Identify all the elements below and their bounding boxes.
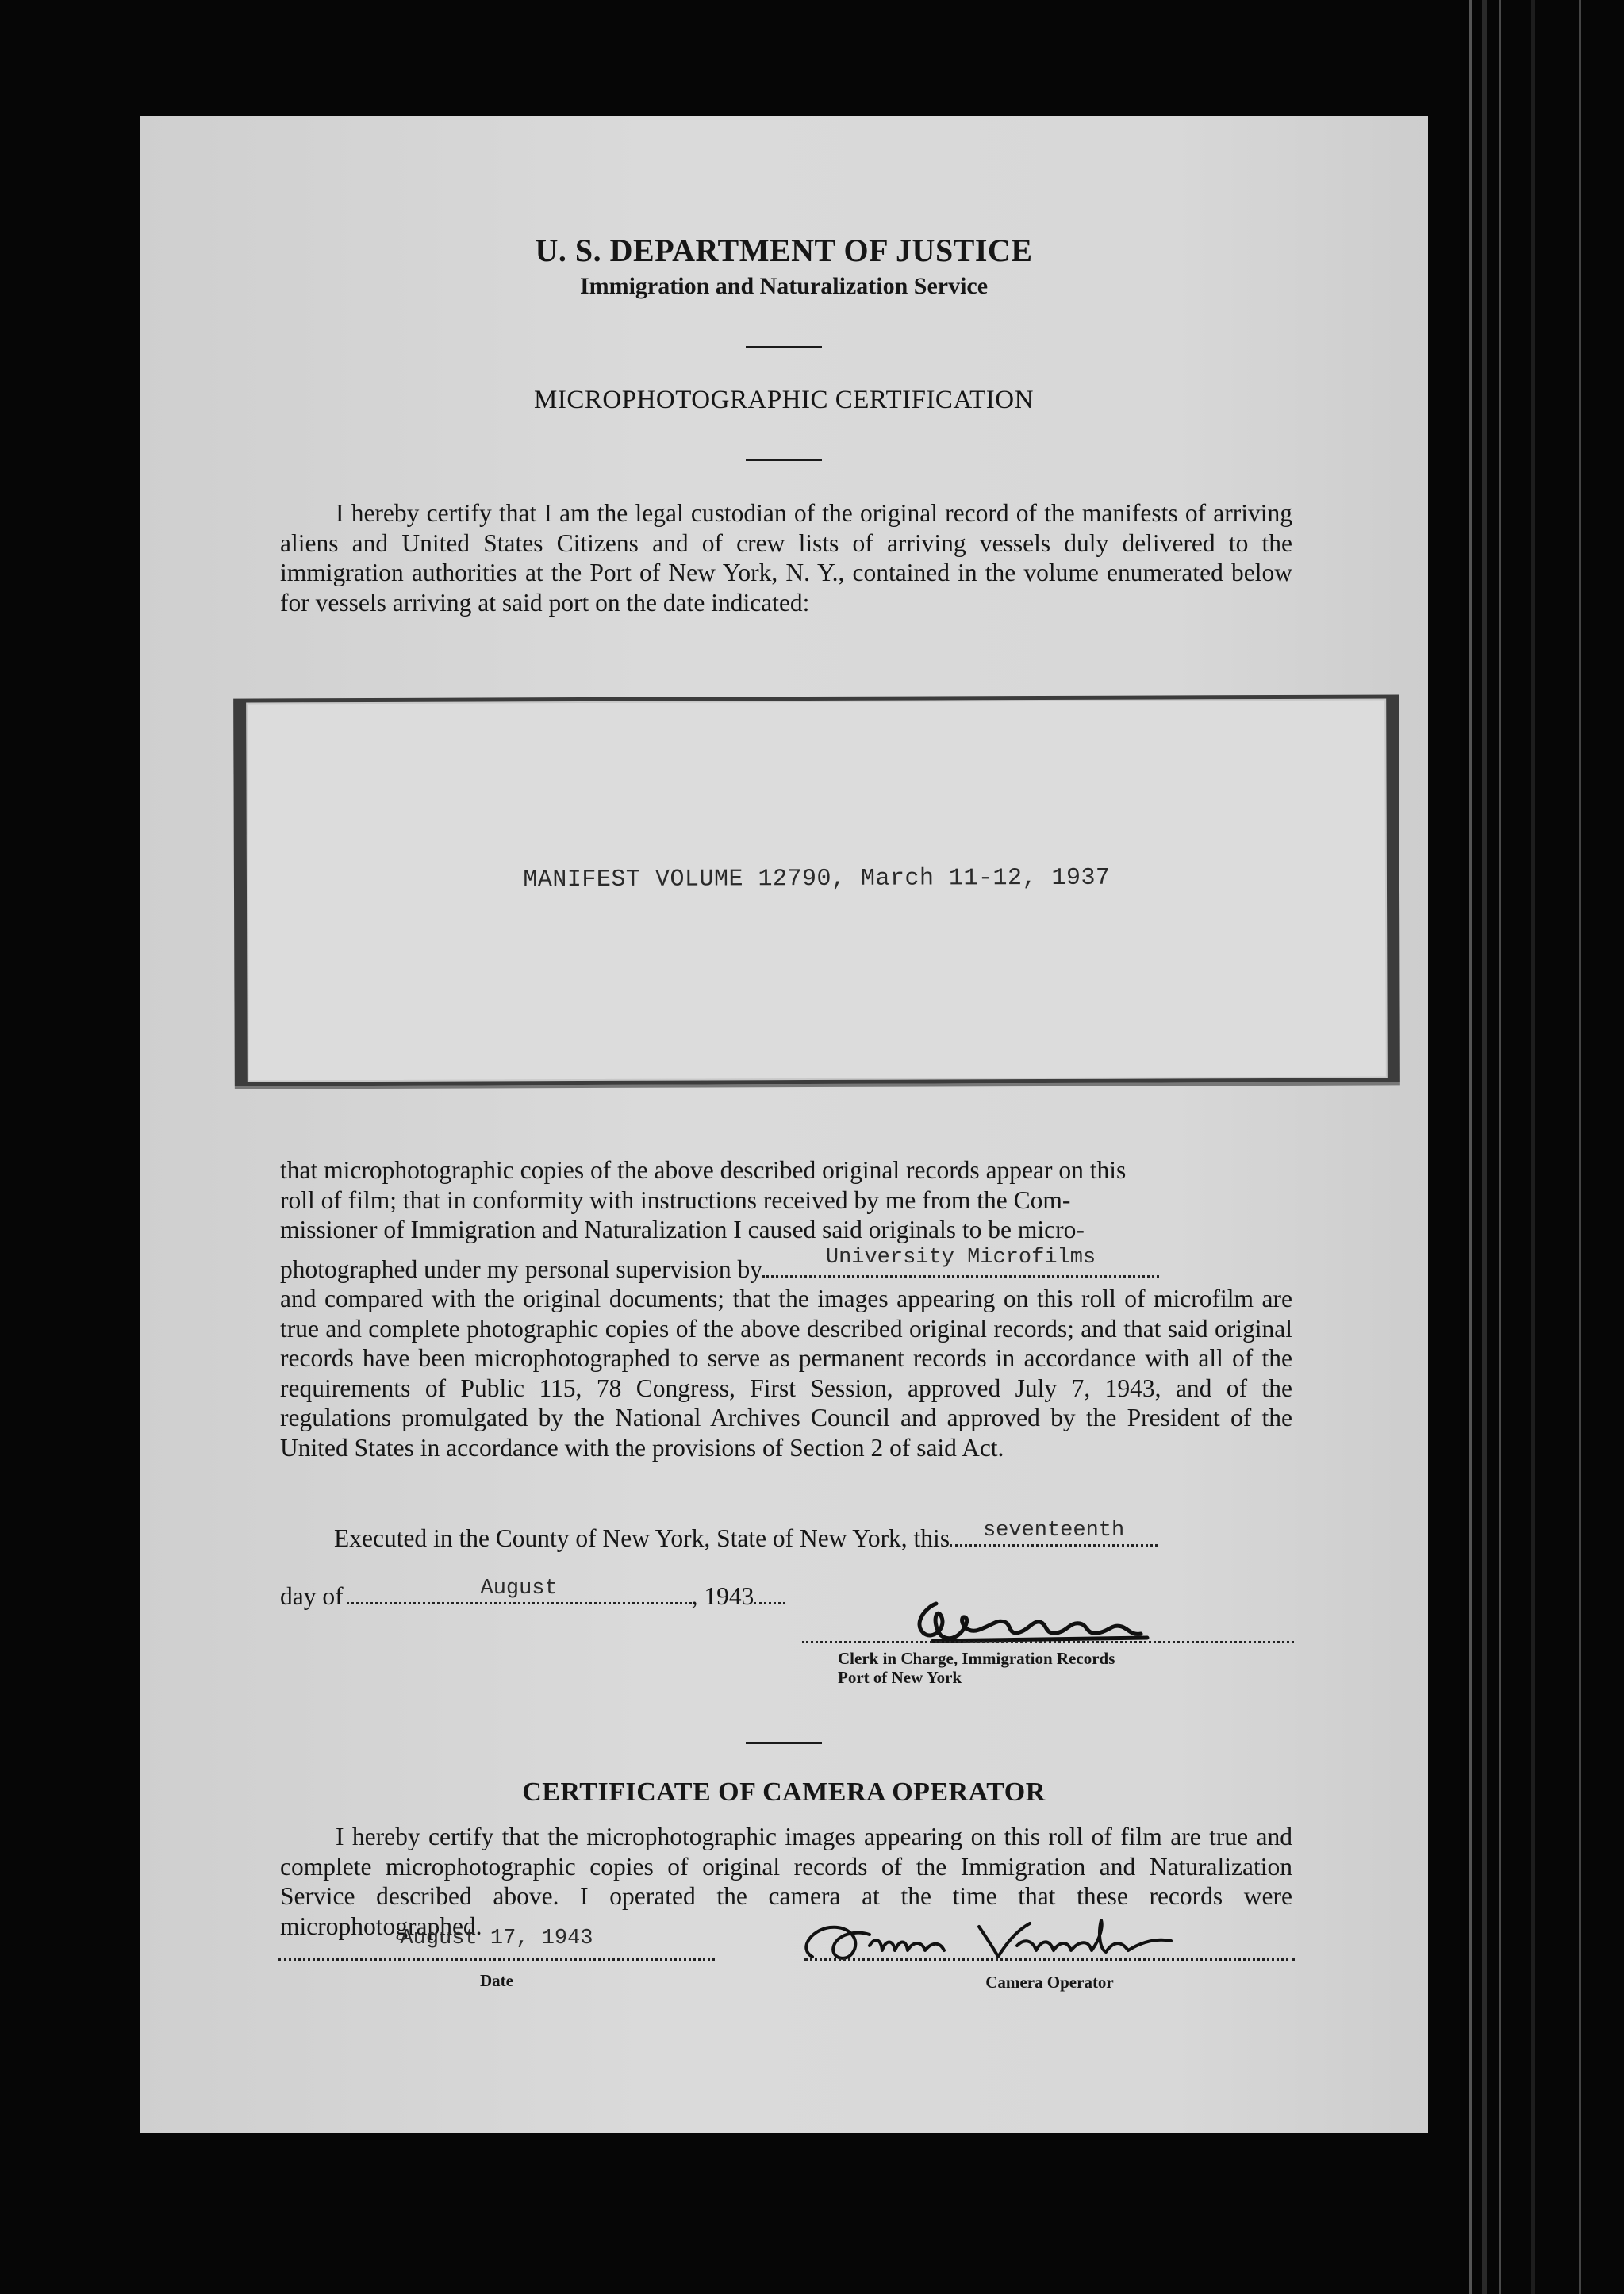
operator-signature-line	[804, 1958, 1295, 1961]
form-title: MICROPHOTOGRAPHIC CERTIFICATION	[534, 386, 1034, 414]
certificate-page	[140, 116, 1428, 2133]
date-label: Date	[480, 1971, 513, 1990]
clerk-signature-line	[802, 1641, 1294, 1643]
divider-rule	[746, 459, 822, 461]
divider-rule	[746, 346, 822, 348]
body-line: roll of film; that in conformity with instructions received by me from the Com-	[280, 1185, 1071, 1214]
supervision-prefix: photographed under my personal supervision by	[280, 1255, 763, 1283]
date-value: August 17, 1943	[400, 1927, 593, 1950]
date-line	[278, 1958, 715, 1961]
service-subheading: Immigration and Naturalization Service	[579, 273, 989, 299]
film-edge-streak	[1531, 0, 1535, 2294]
year-field	[692, 1582, 754, 1611]
execution-prefix: Executed in the County of New York, State of New York, this	[334, 1524, 950, 1552]
divider-rule	[746, 1742, 822, 1744]
day-of-label: day of	[280, 1582, 344, 1610]
clerk-location-text: Port of New York	[838, 1668, 962, 1687]
film-edge-streak	[1482, 0, 1487, 2294]
microfilmer-field	[762, 1246, 1159, 1278]
operator-label: Camera Operator	[985, 1973, 1114, 1992]
execution-line	[334, 1520, 1158, 1553]
camera-certificate-heading: CERTIFICATE OF CAMERA OPERATOR	[522, 1777, 1046, 1807]
body-line: missioner of Immigration and Naturalization I caused said originals to be micro-	[280, 1216, 1085, 1243]
film-edge-streak	[1579, 0, 1581, 2294]
microfilmer-value: University Microfilms	[825, 1246, 1096, 1270]
month-field	[347, 1578, 692, 1604]
year-dots	[754, 1578, 785, 1604]
clerk-title	[838, 1649, 1115, 1687]
body-rest: and compared with the original documents; that the images appearing on this roll of microfilm are true and complete photographic copies of the above described original records; and that said original records have been microphotographed to serve as permanent records in accordance with all of the requirements of Public 115, 78 Congress, First Session, approved July 7, 1943, and of the regulations promulgated by the National Archives Council and approved by the President of the United States in accordance with the provisions of Section 2 of said Act.	[280, 1285, 1292, 1462]
clerk-title-text: Clerk in Charge, Immigration Records	[838, 1649, 1115, 1668]
month-value: August	[480, 1577, 558, 1600]
year-value: , 1943	[691, 1582, 754, 1610]
film-edge-streak	[1469, 0, 1472, 2294]
clerk-signature	[919, 1604, 1147, 1641]
certification-body	[280, 1155, 1292, 1462]
body-line: that microphotographic copies of the above described original records appear on this	[280, 1156, 1127, 1184]
month-line	[280, 1578, 785, 1611]
body-line-supervision	[280, 1246, 1292, 1285]
intro-paragraph: I hereby certify that I am the legal custodian of the original record of the manifests of arriving aliens and United States Citizens and of crew lists of arriving vessels duly delivered to the immigration authorities at the Port of New York, N. Y., contained in the volume enumerated below for vessels arriving at said port on the date indicated:	[280, 499, 1292, 617]
agency-heading: U. S. DEPARTMENT OF JUSTICE	[535, 232, 1033, 268]
volume-slip-text: MANIFEST VOLUME 12790, March 11-12, 1937	[523, 864, 1111, 894]
day-field	[950, 1520, 1158, 1547]
film-edge-streak	[1499, 0, 1501, 2294]
camera-certificate-text: I hereby certify that the microphotographic images appearing on this roll of film are true and complete microphotographic copies of original records of the Immigration and Naturalization Service described above. I operated the camera at the time that these records were microphotographed.	[280, 1823, 1292, 1940]
volume-slip	[233, 694, 1400, 1086]
day-value: seventeenth	[982, 1519, 1125, 1543]
